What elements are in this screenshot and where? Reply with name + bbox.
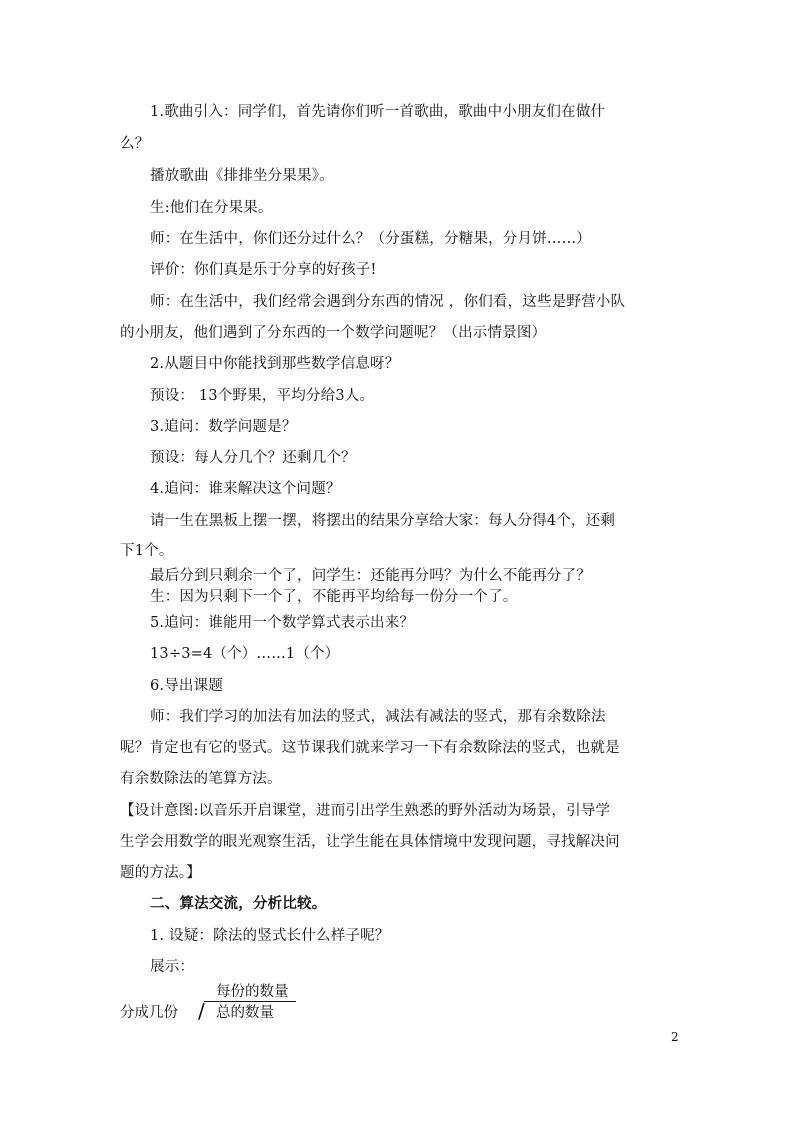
diagram-dividend-label: 总的数量 (216, 1005, 274, 1021)
paragraph-play-song: 播放歌曲《排排坐分果果》。 (150, 168, 334, 184)
paragraph-ask-formula: 5.追问：谁能用一个数学算式表示出来？ (150, 615, 415, 631)
paragraph-blackboard-cont: 下1个。 (120, 543, 174, 559)
paragraph-song-intro: 1.歌曲引入：同学们，首先请你们听一首歌曲，歌曲中小朋友们在做什 (150, 104, 606, 120)
paragraph-doubt: 1. 设疑：除法的竖式长什么样子呢？ (150, 928, 390, 944)
paragraph-last-one: 最后分到只剩余一个了，问学生：还能再分吗？为什么不能再分了？ (150, 568, 591, 584)
paragraph-find-info: 2.从题目中你能找到那些数学信息呀？ (150, 356, 400, 372)
paragraph-blackboard: 请一生在黑板上摆一摆，将摆出的结果分享给大家：每人分得4个，还剩 (150, 513, 616, 529)
paragraph-teacher-topic-end: 有余数除法的笔算方法。 (120, 771, 282, 787)
paragraph-preset-info: 预设： 13个野果，平均分给3人。 (150, 388, 375, 404)
paragraph-design-intent: 【设计意图:以音乐开启课堂，进而引出学生熟悉的野外活动为场景，引导学 (120, 803, 611, 819)
paragraph-show: 展示： (150, 959, 195, 975)
paragraph-teacher-scene: 师：在生活中，我们经常会遇到分东西的情况 ，你们看，这些是野营小队 (150, 294, 626, 310)
paragraph-preset-question: 预设：每人分几个？还剩几个？ (150, 450, 356, 466)
paragraph-student-reason: 生：因为只剩下一个了，不能再平均给每一份分一个了。 (150, 589, 518, 605)
paragraph-lead-topic: 6.导出课题 (150, 678, 224, 694)
paragraph-student-answer: 生:他们在分果果。 (150, 200, 273, 216)
paragraph-teacher-question: 师：在生活中，你们还分过什么？（分蛋糕，分糖果，分月饼……） (150, 231, 591, 247)
diagram-division-bar (204, 1001, 296, 1002)
paragraph-teacher-topic-cont: 呢？肯定也有它的竖式。这节课我们就来学习一下有余数除法的竖式，也就是 (120, 740, 620, 756)
diagram-division-slash: / (198, 999, 205, 1023)
page-number: 2 (671, 1030, 679, 1044)
paragraph-design-intent-cont: 生学会用数学的眼光观察生活，让学生能在具体情境中发现问题，寻找解决问 (120, 834, 620, 850)
paragraph-teacher-topic: 师：我们学习的加法有加法的竖式，减法有减法的竖式，那有余数除法 (150, 709, 606, 725)
section-heading: 二、算法交流，分析比较。 (150, 895, 327, 912)
diagram-divisor-label: 分成几份 (120, 1005, 178, 1021)
paragraph-ask-question: 3.追问：数学问题是？ (150, 419, 297, 435)
paragraph-teacher-scene-cont: 的小朋友，他们遇到了分东西的一个数学问题呢？（出示情景图） (120, 325, 547, 341)
paragraph-song-intro-cont: 么？ (120, 136, 150, 152)
paragraph-evaluation: 评价：你们真是乐于分享的好孩子! (150, 262, 377, 278)
paragraph-formula: 13÷3=4（个）……1（个） (150, 646, 340, 662)
paragraph-design-intent-end: 题的方法。】 (120, 865, 201, 881)
paragraph-ask-solve: 4.追问：谁来解决这个问题？ (150, 481, 341, 497)
diagram-quotient-label: 每份的数量 (216, 984, 289, 1000)
